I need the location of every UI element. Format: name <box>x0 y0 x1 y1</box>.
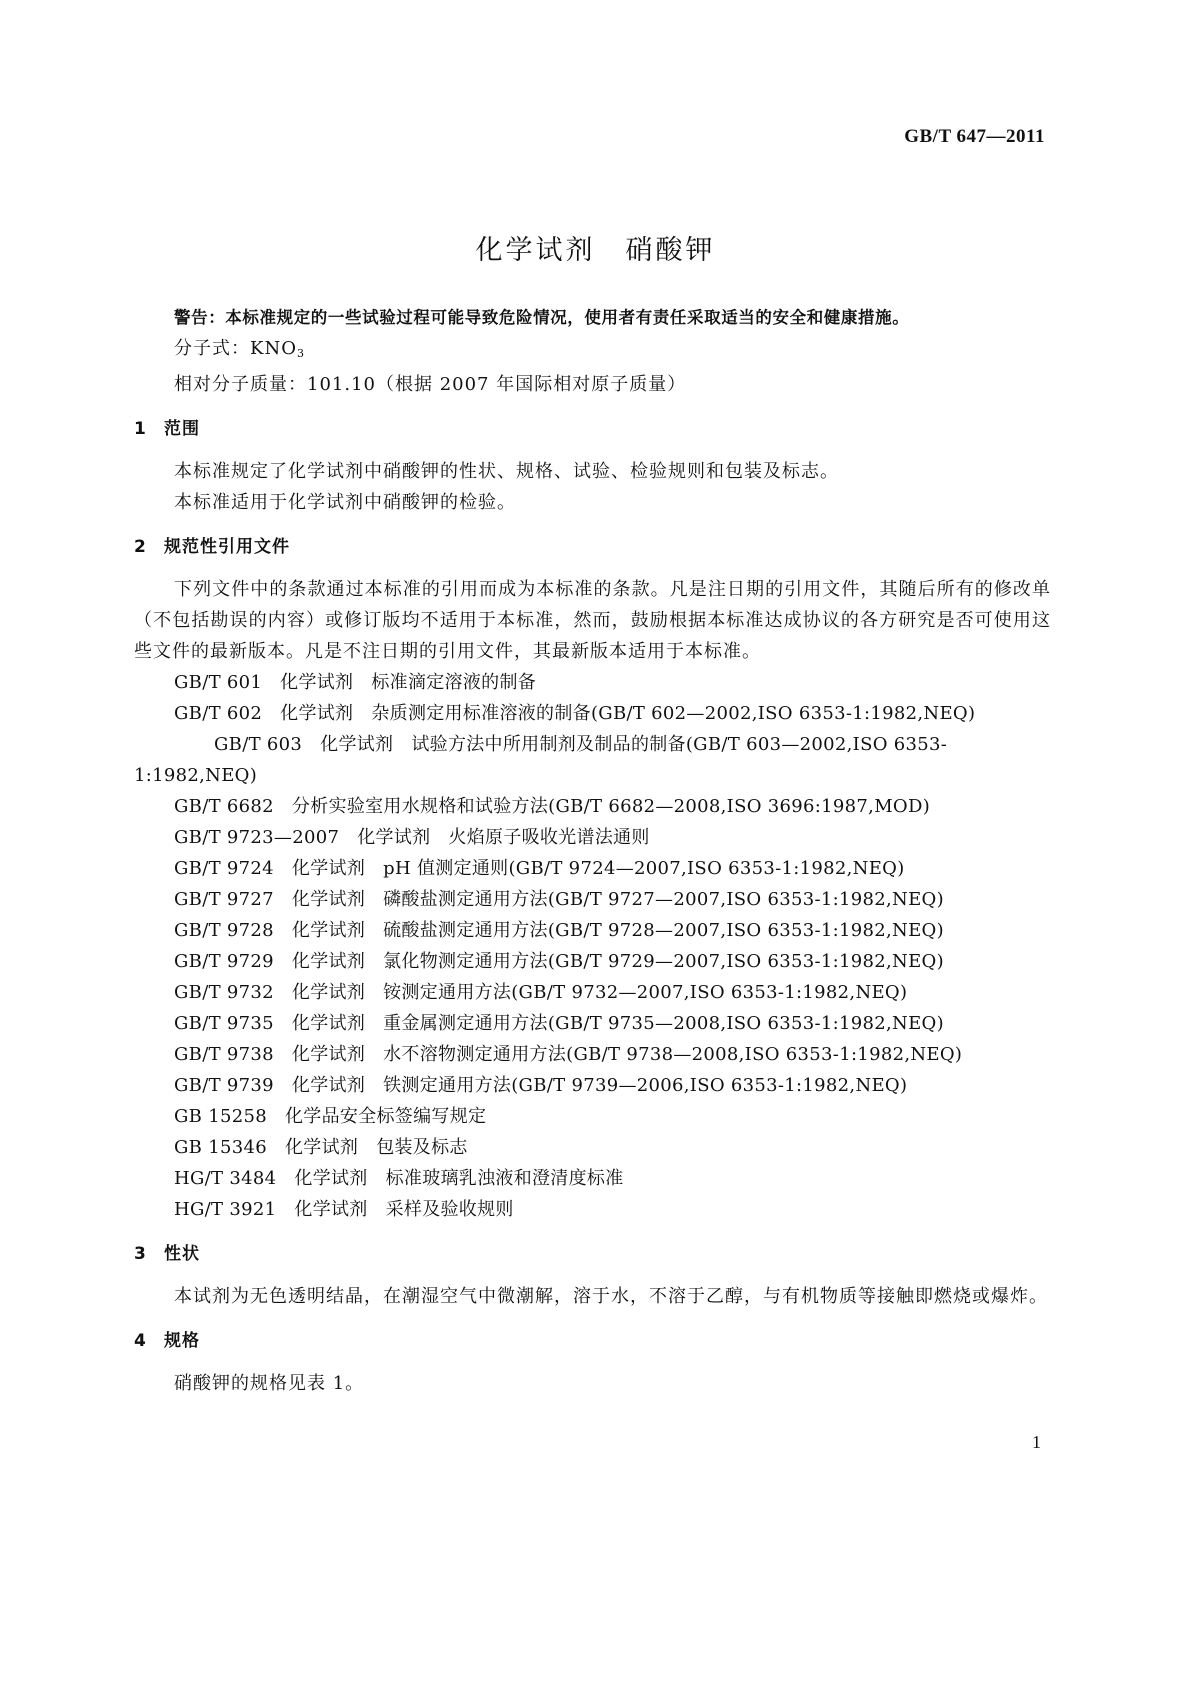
section-number: 3 <box>134 1244 147 1264</box>
reference-category: 化学试剂 <box>291 1044 366 1065</box>
document-body <box>134 302 1051 1399</box>
reference-item <box>134 667 1051 698</box>
reference-code: GB/T 602 <box>174 703 263 724</box>
reference-title: pH 值测定通则(GB/T 9724—2007,ISO 6353-1:1982,NEQ) <box>383 858 905 879</box>
reference-category: 化学试剂 <box>291 1013 366 1034</box>
formula-subscript: 3 <box>296 347 305 360</box>
reference-item <box>134 853 1051 884</box>
reference-title: 重金属测定通用方法(GB/T 9735—2008,ISO 6353-1:1982,NEQ) <box>383 1013 944 1034</box>
reference-category: 化学试剂 <box>285 1137 359 1158</box>
reference-item <box>134 915 1051 946</box>
scope-paragraph: 本标准规定了化学试剂中硝酸钾的性状、规格、试验、检验规则和包装及标志。 <box>174 461 839 482</box>
section-title: 规范性引用文件 <box>164 537 290 557</box>
reference-category: 化学试剂 <box>357 827 431 848</box>
reference-title: 化学品安全标签编写规定 <box>285 1106 487 1127</box>
reference-item <box>134 1039 1051 1070</box>
reference-code: GB/T 6682 <box>174 796 274 817</box>
reference-code: GB/T 603 <box>214 734 303 755</box>
reference-code: GB/T 9729 <box>174 951 274 972</box>
molecular-mass: 相对分子质量：101.10（根据 2007 年国际相对原子质量） <box>174 374 687 395</box>
reference-category: 化学试剂 <box>320 734 394 755</box>
reference-code: GB/T 9739 <box>174 1075 274 1096</box>
reference-title: 火焰原子吸收光谱法通则 <box>448 827 650 848</box>
reference-category: 化学试剂 <box>291 889 366 910</box>
page-title: 化学试剂 硝酸钾 <box>475 235 716 266</box>
reference-code: GB/T 9738 <box>174 1044 274 1065</box>
reference-code: GB/T 9732 <box>174 982 274 1003</box>
section-number: 1 <box>134 419 147 439</box>
reference-item <box>134 946 1051 977</box>
reference-code: GB/T 9727 <box>174 889 274 910</box>
reference-item <box>134 1163 1051 1194</box>
reference-code: GB/T 9724 <box>174 858 274 879</box>
section-heading-specification <box>134 1329 1051 1353</box>
reference-list <box>134 667 1051 1225</box>
specification-paragraph: 硝酸钾的规格见表 1。 <box>174 1373 365 1394</box>
reference-title: 氯化物测定通用方法(GB/T 9729—2007,ISO 6353-1:1982,NEQ) <box>383 951 944 972</box>
reference-category: 化学试剂 <box>280 672 354 693</box>
reference-title: 杂质测定用标准溶液的制备(GB/T 602—2002,ISO 6353-1:1982,NEQ) <box>371 703 976 724</box>
reference-item <box>134 1008 1051 1039</box>
formula-label: 分子式： <box>174 338 250 359</box>
reference-title: 标准玻璃乳浊液和澄清度标准 <box>385 1168 624 1189</box>
reference-category: 化学试剂 <box>291 1075 366 1096</box>
reference-code: GB/T 9735 <box>174 1013 274 1034</box>
reference-code: HG/T 3484 <box>174 1168 277 1189</box>
section-title: 范围 <box>164 419 200 439</box>
reference-code: GB 15258 <box>174 1106 267 1127</box>
reference-title: 标准滴定溶液的制备 <box>371 672 537 693</box>
reference-title: 分析实验室用水规格和试验方法(GB/T 6682—2008,ISO 3696:1987,MOD) <box>291 796 931 817</box>
section-number: 4 <box>134 1331 147 1351</box>
reference-title: 包装及标志 <box>376 1137 468 1158</box>
reference-item <box>134 729 1051 791</box>
reference-title: 铵测定通用方法(GB/T 9732—2007,ISO 6353-1:1982,NEQ) <box>383 982 908 1003</box>
reference-code: HG/T 3921 <box>174 1199 277 1220</box>
reference-title: 硫酸盐测定通用方法(GB/T 9728—2007,ISO 6353-1:1982,NEQ) <box>383 920 944 941</box>
reference-item <box>134 1070 1051 1101</box>
warning-text: 警告：本标准规定的一些试验过程可能导致危险情况，使用者有责任采取适当的安全和健康措施。 <box>174 308 910 327</box>
section-heading-scope <box>134 417 1051 441</box>
properties-paragraph: 本试剂为无色透明结晶，在潮湿空气中微潮解，溶于水，不溶于乙醇，与有机物质等接触即燃烧或爆炸。 <box>174 1286 1048 1307</box>
normative-intro: 下列文件中的条款通过本标准的引用而成为本标准的条款。凡是注日期的引用文件，其随后所有的修改单（不包括勘误的内容）或修订版均不适用于本标准，然而，鼓励根据本标准达成协议的各方研究是否可使用这些文件的最新版本。凡是不注日期的引用文件，其最新版本适用于本标准。 <box>134 579 1051 662</box>
reference-category: 化学试剂 <box>291 920 366 941</box>
molecular-formula <box>134 333 1051 369</box>
reference-category: 化学试剂 <box>291 858 366 879</box>
reference-category: 化学试剂 <box>280 703 354 724</box>
reference-item <box>134 1194 1051 1225</box>
reference-title: 磷酸盐测定通用方法(GB/T 9727—2007,ISO 6353-1:1982,NEQ) <box>383 889 944 910</box>
reference-code: GB 15346 <box>174 1137 267 1158</box>
reference-title: 铁测定通用方法(GB/T 9739—2006,ISO 6353-1:1982,NEQ) <box>383 1075 908 1096</box>
reference-item <box>134 822 1051 853</box>
reference-code: GB/T 9728 <box>174 920 274 941</box>
reference-item <box>134 884 1051 915</box>
reference-item <box>134 1132 1051 1163</box>
section-number: 2 <box>134 537 147 557</box>
reference-code: GB/T 9723—2007 <box>174 827 340 848</box>
section-heading-properties <box>134 1242 1051 1266</box>
reference-category: 化学试剂 <box>291 951 366 972</box>
formula-value: KNO <box>250 338 297 359</box>
reference-title: 试验方法中所用制剂及制品的制备(GB/T 603—2002,ISO 6353-1:1982,NEQ) <box>134 734 948 786</box>
section-title: 规格 <box>164 1331 200 1351</box>
reference-category: 化学试剂 <box>291 982 366 1003</box>
reference-category: 化学试剂 <box>294 1168 368 1189</box>
page-number: 1 <box>1032 1432 1041 1452</box>
reference-title: 水不溶物测定通用方法(GB/T 9738—2008,ISO 6353-1:1982,NEQ) <box>383 1044 963 1065</box>
reference-title: 采样及验收规则 <box>385 1199 514 1220</box>
reference-item <box>134 977 1051 1008</box>
section-heading-normative <box>134 535 1051 559</box>
scope-paragraph: 本标准适用于化学试剂中硝酸钾的检验。 <box>174 492 516 513</box>
reference-item <box>134 698 1051 729</box>
reference-category: 化学试剂 <box>294 1199 368 1220</box>
reference-code: GB/T 601 <box>174 672 263 693</box>
reference-item <box>134 1101 1051 1132</box>
standard-code: GB/T 647—2011 <box>904 126 1045 147</box>
reference-item <box>134 791 1051 822</box>
section-title: 性状 <box>164 1244 200 1264</box>
